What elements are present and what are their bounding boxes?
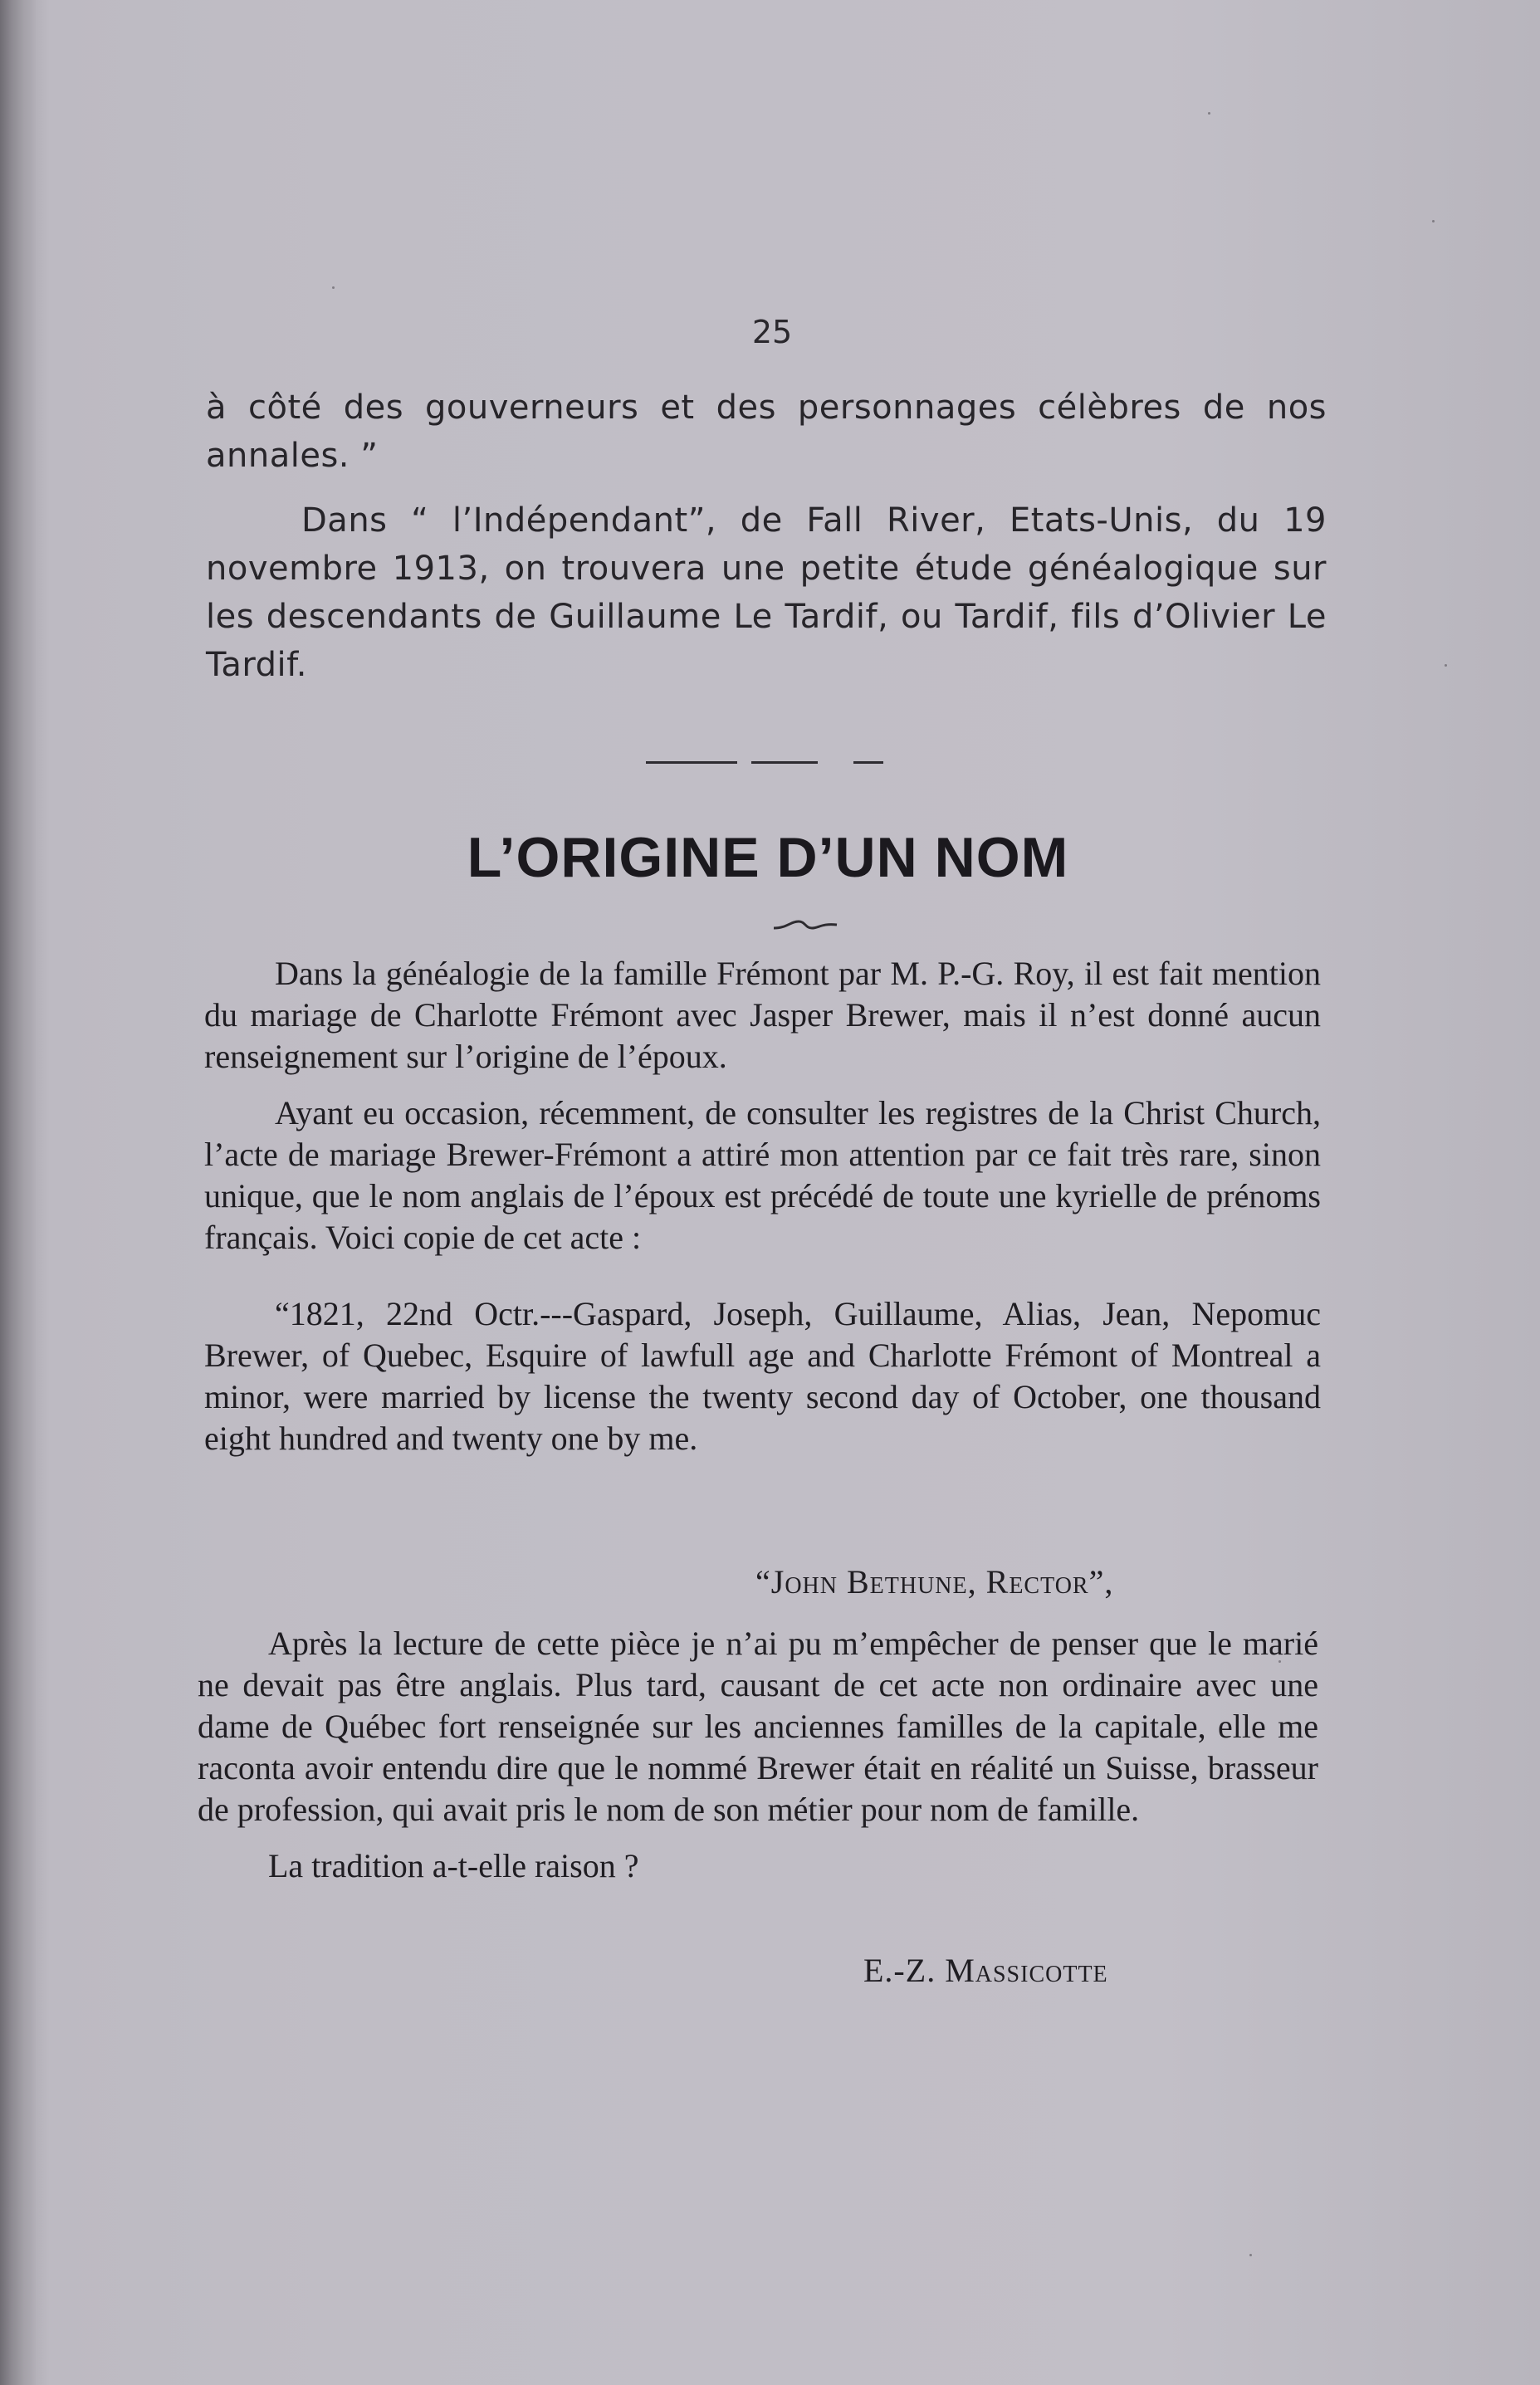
section-divider-rule: [853, 761, 883, 764]
article-title: L’ORIGINE D’UN NOM: [467, 826, 1069, 889]
article-body-continued: [198, 1623, 1318, 1887]
article-paragraph-3: Après la lecture de cette pièce je n’ai pu m’empêcher de penser que le marié ne devait pas être anglais. Plus tard, causant de cet acte non ordinaire avec une dame de Québec fort renseignée sur les anciennes familles de la capitale, elle me raconta avoir entendu dire que le nommé Brewer était en réalité un Suisse, brasseur de profession, qui avait pris le nom de son métier pour nom de famille.: [198, 1625, 1318, 1828]
intro-paragraph-1: à côté des gouverneurs et des personnages célèbres de nos annales. ”: [206, 389, 1327, 475]
article-body: [204, 953, 1321, 1459]
scan-speck: [332, 286, 335, 289]
article-paragraph-4: La tradition a-t-elle raison ?: [268, 1847, 639, 1884]
author-signature: E.-Z. Massicotte: [863, 1952, 1108, 1989]
section-divider-rule: [646, 761, 737, 764]
scan-speck: [1249, 2254, 1252, 2256]
article-paragraph-1: Dans la généalogie de la famille Frémont par M. P.-G. Roy, il est fait mention du mariage de Charlotte Frémont avec Jasper Brewer, mais il n’est donné aucun renseignement sur l’origine de l’époux.: [204, 955, 1321, 1075]
section-divider-rule: [751, 761, 818, 764]
scan-speck: [1432, 220, 1435, 222]
scan-speck: [1208, 112, 1210, 115]
book-gutter: [0, 0, 37, 2385]
page-number: 25: [751, 314, 793, 350]
title-ornament: [772, 913, 838, 938]
quote-signature: “John Bethune, Rector”,: [755, 1563, 1114, 1601]
intro-text: [206, 384, 1327, 689]
marriage-record-quote: “1821, 22nd Octr.---Gaspard, Joseph, Guillaume, Alias, Jean, Nepomuc Brewer, of Quebec, Esquire of lawfull age and Charlotte Frémont of Montreal a minor, were married by license the twenty second day of October, one thousand eight hundred and twenty one by me.: [204, 1295, 1321, 1457]
intro-paragraph-2: Dans “ l’Indépendant”, de Fall River, Etats-Unis, du 19 novembre 1913, on trouvera une petite étude généalogique sur les descendants de Guillaume Le Tardif, ou Tardif, fils d’Olivier Le Tardif.: [206, 501, 1327, 684]
article-paragraph-2: Ayant eu occasion, récemment, de consulter les registres de la Christ Church, l’acte de mariage Brewer-Frémont a attiré mon attention par ce fait très rare, sinon unique, que le nom anglais de l’époux est précédé de toute une kyrielle de prénoms français. Voici copie de cet acte :: [204, 1094, 1321, 1256]
scan-speck: [1445, 664, 1447, 667]
